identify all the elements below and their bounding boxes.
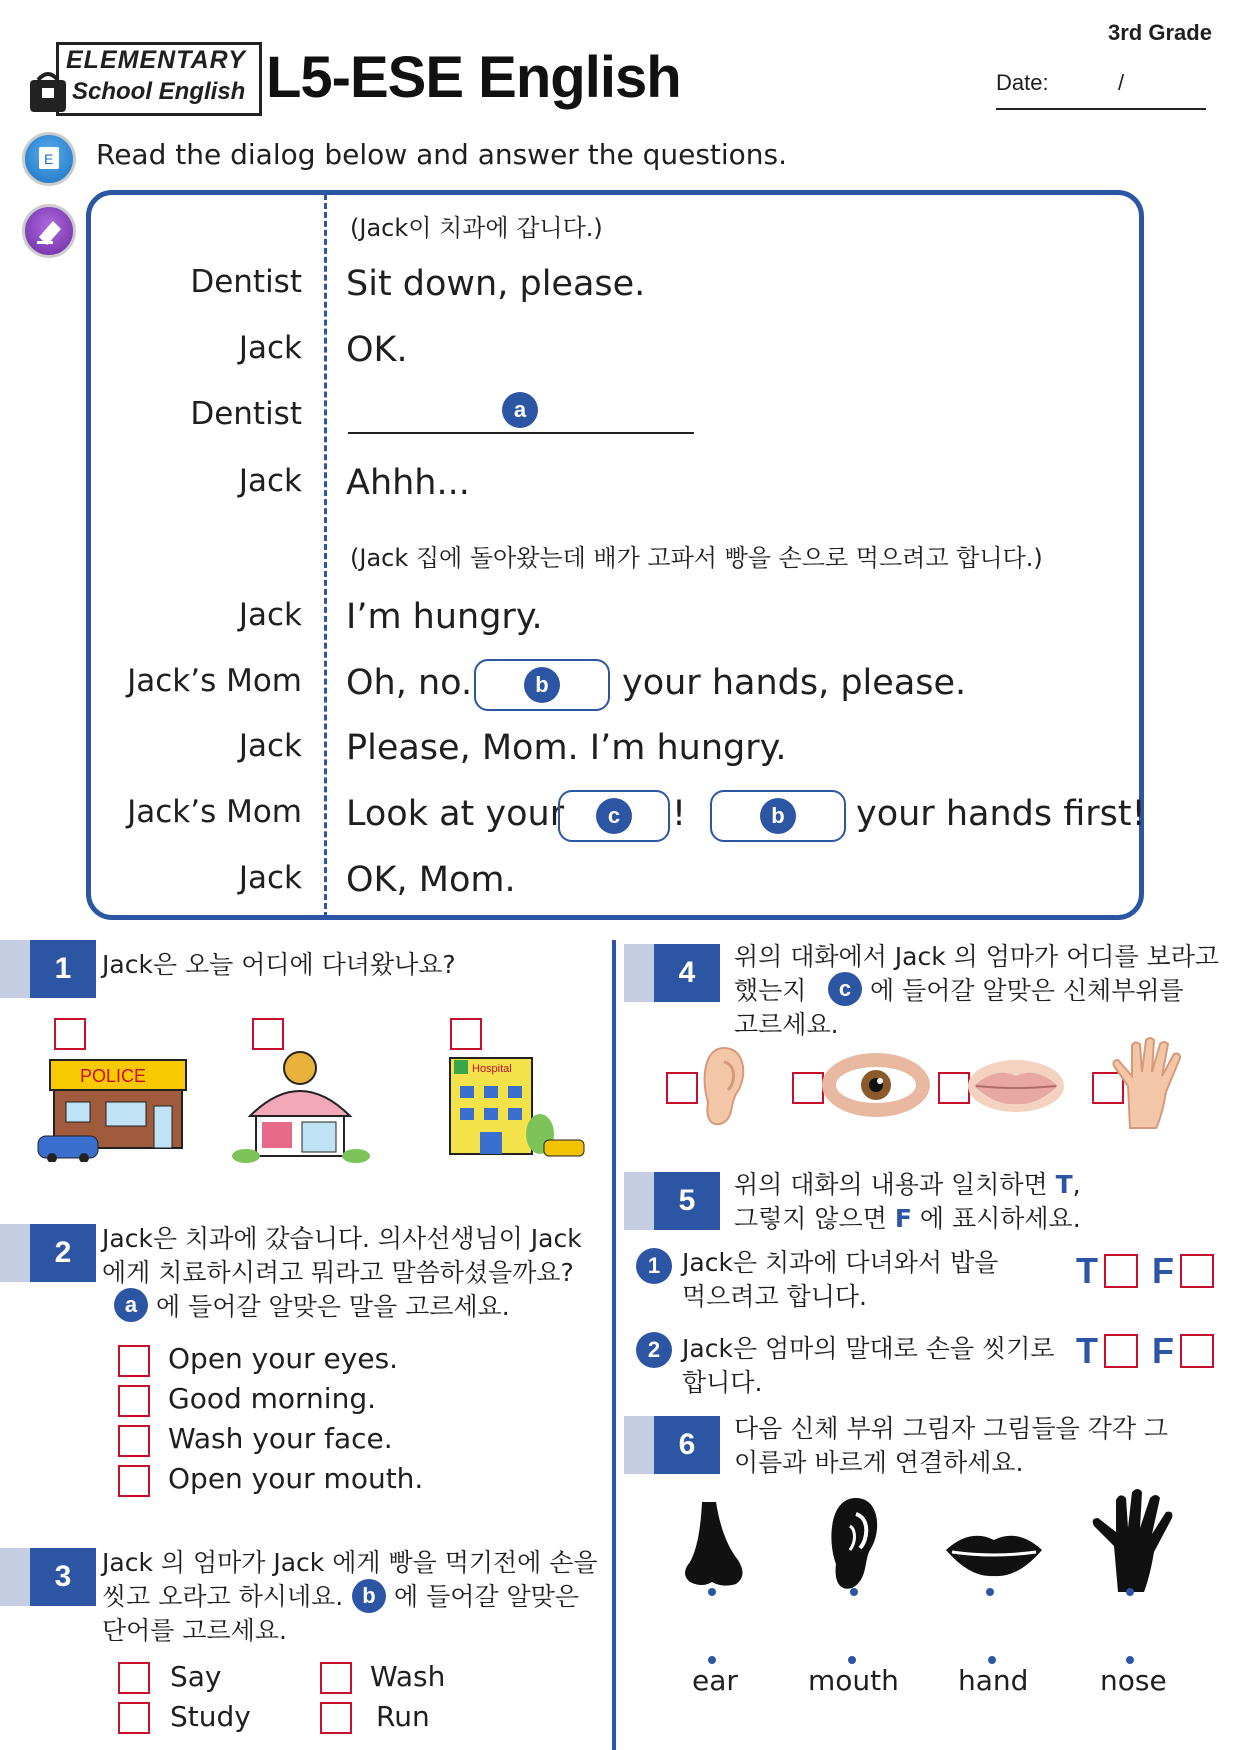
speaker-label: Jack’s Mom (127, 663, 302, 699)
speaker-label: Dentist (190, 396, 302, 432)
option-label: Open your mouth. (168, 1462, 424, 1495)
item-number: 2 (636, 1332, 672, 1368)
logo-line1: ELEMENTARY (66, 46, 246, 74)
question-number: 2 (30, 1224, 96, 1282)
body-part-label: ear (692, 1664, 738, 1697)
q5-comma: , (1072, 1170, 1081, 1199)
dialog-line: I’m hungry. (346, 597, 543, 637)
true-label: T (1076, 1330, 1098, 1371)
item-number: 1 (636, 1248, 672, 1284)
question-text-line1: Jack은 치과에 갔습니다. 의사선생님이 Jack (102, 1224, 582, 1253)
question-number: 3 (30, 1548, 96, 1606)
police-sign: POLICE (80, 1066, 147, 1086)
question-text-line3: 고르세요. (734, 1010, 839, 1039)
question-text-line2b: 에 들어갈 알맞은 신체부위를 (870, 976, 1184, 1005)
q5-t-mark: T (1055, 1170, 1073, 1199)
logo (28, 42, 258, 114)
speaker-label: Jack (238, 330, 302, 366)
badge-c: c (828, 972, 862, 1006)
checkbox-police[interactable] (54, 1018, 86, 1050)
speaker-label: Jack (238, 860, 302, 896)
hospital-sign: Hospital (472, 1063, 512, 1075)
option-checkbox[interactable] (118, 1345, 150, 1377)
mouth-silhouette-icon (944, 1528, 1044, 1580)
dialog-line-mid: ! (672, 794, 687, 834)
connect-dot[interactable] (848, 1656, 856, 1664)
option-checkbox[interactable] (118, 1385, 150, 1417)
date-line (996, 108, 1206, 110)
date-label: Date: (996, 70, 1049, 95)
question-text-line1: Jack 의 엄마가 Jack 에게 빵을 먹기전에 손을 (102, 1548, 598, 1577)
column-divider (612, 940, 616, 1750)
question-tab (624, 1172, 654, 1230)
body-part-label: hand (958, 1664, 1029, 1697)
question-tab (624, 1416, 654, 1474)
item-text-line1: Jack은 엄마의 말대로 손을 씻기로 (682, 1334, 1055, 1363)
mouth-image (966, 1058, 1066, 1114)
police-station-image (36, 1050, 196, 1162)
option-label: Say (170, 1660, 222, 1693)
bag-icon (28, 68, 68, 114)
logo-line2: School English (72, 78, 246, 105)
dialog-note-2: (Jack 집에 돌아왔는데 배가 고파서 빵을 손으로 먹으려고 합니다.) (350, 544, 1043, 572)
q5-f-mark: F (894, 1204, 912, 1233)
question-text-line1: 다음 신체 부위 그림자 그림들을 각각 그 (734, 1414, 1169, 1443)
svg-text:E: E (44, 151, 54, 167)
option-checkbox[interactable] (118, 1425, 150, 1457)
q5-text-part: 에 표시하세요. (919, 1204, 1081, 1233)
dialog-note-1: (Jack이 치과에 갑니다.) (350, 214, 603, 242)
option-label: Study (170, 1700, 251, 1733)
question-text-line3: 단어를 고르세요. (102, 1616, 287, 1645)
question-number: 4 (654, 944, 720, 1002)
hand-silhouette-icon (1084, 1486, 1180, 1596)
true-label: T (1076, 1250, 1098, 1291)
hand-image (1100, 1036, 1196, 1132)
ear-image (698, 1044, 750, 1128)
dialog-line: OK. (346, 330, 408, 370)
speaker-label: Jack (238, 597, 302, 633)
page-title: L5-ESE English (266, 45, 681, 110)
option-checkbox[interactable] (118, 1662, 150, 1694)
false-label: F (1152, 1330, 1174, 1371)
connect-dot[interactable] (988, 1656, 996, 1664)
true-checkbox[interactable] (1104, 1254, 1138, 1288)
date-slash: / (1118, 70, 1125, 95)
question-tab (0, 1224, 30, 1282)
connect-dot[interactable] (850, 1588, 858, 1596)
q5-text-part: 위의 대화의 내용과 일치하면 (734, 1170, 1048, 1199)
dialog-line-before: Look at your (346, 794, 565, 834)
body-part-label: mouth (808, 1664, 899, 1697)
book-icon (22, 132, 76, 186)
option-label: Wash your face. (168, 1422, 393, 1455)
speaker-label: Jack (238, 728, 302, 764)
question-tab (624, 944, 654, 1002)
question-tab (0, 1548, 30, 1606)
option-checkbox[interactable] (118, 1702, 150, 1734)
question-number: 5 (654, 1172, 720, 1230)
question-text-line2b: 에 들어갈 알맞은 (394, 1582, 579, 1611)
option-label: Good morning. (168, 1382, 377, 1415)
ear-silhouette-icon (826, 1496, 882, 1592)
eye-image (820, 1050, 932, 1120)
option-checkbox[interactable] (320, 1702, 352, 1734)
option-checkbox[interactable] (118, 1465, 150, 1497)
question-text-line2a: 씻고 오라고 하시네요. (102, 1582, 344, 1611)
option-label: Run (376, 1700, 430, 1733)
question-text-line3: 에 들어갈 알맞은 말을 고르세요. (156, 1292, 510, 1321)
false-label: F (1152, 1250, 1174, 1291)
speaker-label: Jack’s Mom (127, 794, 302, 830)
connect-dot[interactable] (1126, 1588, 1134, 1596)
dialog-line: OK, Mom. (346, 860, 516, 900)
option-label: Wash (370, 1660, 446, 1693)
grade-label: 3rd Grade (1108, 20, 1212, 45)
dialog-line: Ahhh... (346, 463, 470, 503)
option-checkbox[interactable] (320, 1662, 352, 1694)
false-checkbox[interactable] (1180, 1254, 1214, 1288)
badge-a: a (502, 392, 538, 428)
dialog-divider (324, 194, 327, 918)
question-text-line2: 이름과 바르게 연결하세요. (734, 1448, 1024, 1477)
badge-b: b (352, 1579, 386, 1613)
badge-c: c (596, 798, 632, 834)
connect-dot[interactable] (986, 1588, 994, 1596)
question-text-line2: 에게 치료하시려고 뭐라고 말씀하셨을까요? (102, 1258, 574, 1287)
dialog-line-after: your hands, please. (622, 663, 967, 703)
question-tab (0, 940, 30, 998)
dialog-line: Sit down, please. (346, 264, 646, 304)
pencil-eraser-icon (22, 204, 76, 258)
dialog-line-before: Oh, no. (346, 663, 473, 703)
question-text-line1: 위의 대화에서 Jack 의 엄마가 어디를 보라고 (734, 942, 1219, 971)
nose-silhouette-icon (676, 1500, 748, 1588)
question-number: 6 (654, 1416, 720, 1474)
false-checkbox[interactable] (1180, 1334, 1214, 1368)
question-text: Jack은 오늘 어디에 다녀왔나요? (102, 950, 456, 979)
connect-dot[interactable] (1126, 1656, 1134, 1664)
body-part-label: nose (1100, 1664, 1167, 1697)
instruction-text: Read the dialog below and answer the questions. (96, 138, 788, 171)
item-text-line1: Jack은 치과에 다녀와서 밥을 (682, 1248, 999, 1277)
question-text-line1 (734, 1168, 1081, 1201)
option-label: Open your eyes. (168, 1342, 399, 1375)
connect-dot[interactable] (708, 1656, 716, 1664)
badge-b: b (760, 798, 796, 834)
item-text-line2: 합니다. (682, 1368, 763, 1397)
question-text-line2 (734, 1202, 1081, 1235)
connect-dot[interactable] (708, 1588, 716, 1596)
question-number: 1 (30, 940, 96, 998)
badge-b: b (524, 667, 560, 703)
dialog-line: Please, Mom. I’m hungry. (346, 728, 787, 768)
true-checkbox[interactable] (1104, 1334, 1138, 1368)
blank-a-line (348, 432, 694, 434)
dialog-line-after: your hands first! (856, 794, 1146, 834)
question-text-line2a: 했는지 (734, 976, 807, 1005)
q5-text-part: 그렇지 않으면 (734, 1204, 887, 1233)
item-text-line2: 먹으려고 합니다. (682, 1282, 867, 1311)
speaker-label: Jack (238, 463, 302, 499)
toy-store-image (230, 1046, 370, 1164)
checkbox-ear[interactable] (666, 1072, 698, 1104)
badge-a: a (114, 1288, 148, 1322)
hospital-image (432, 1046, 592, 1164)
speaker-label: Dentist (190, 264, 302, 300)
